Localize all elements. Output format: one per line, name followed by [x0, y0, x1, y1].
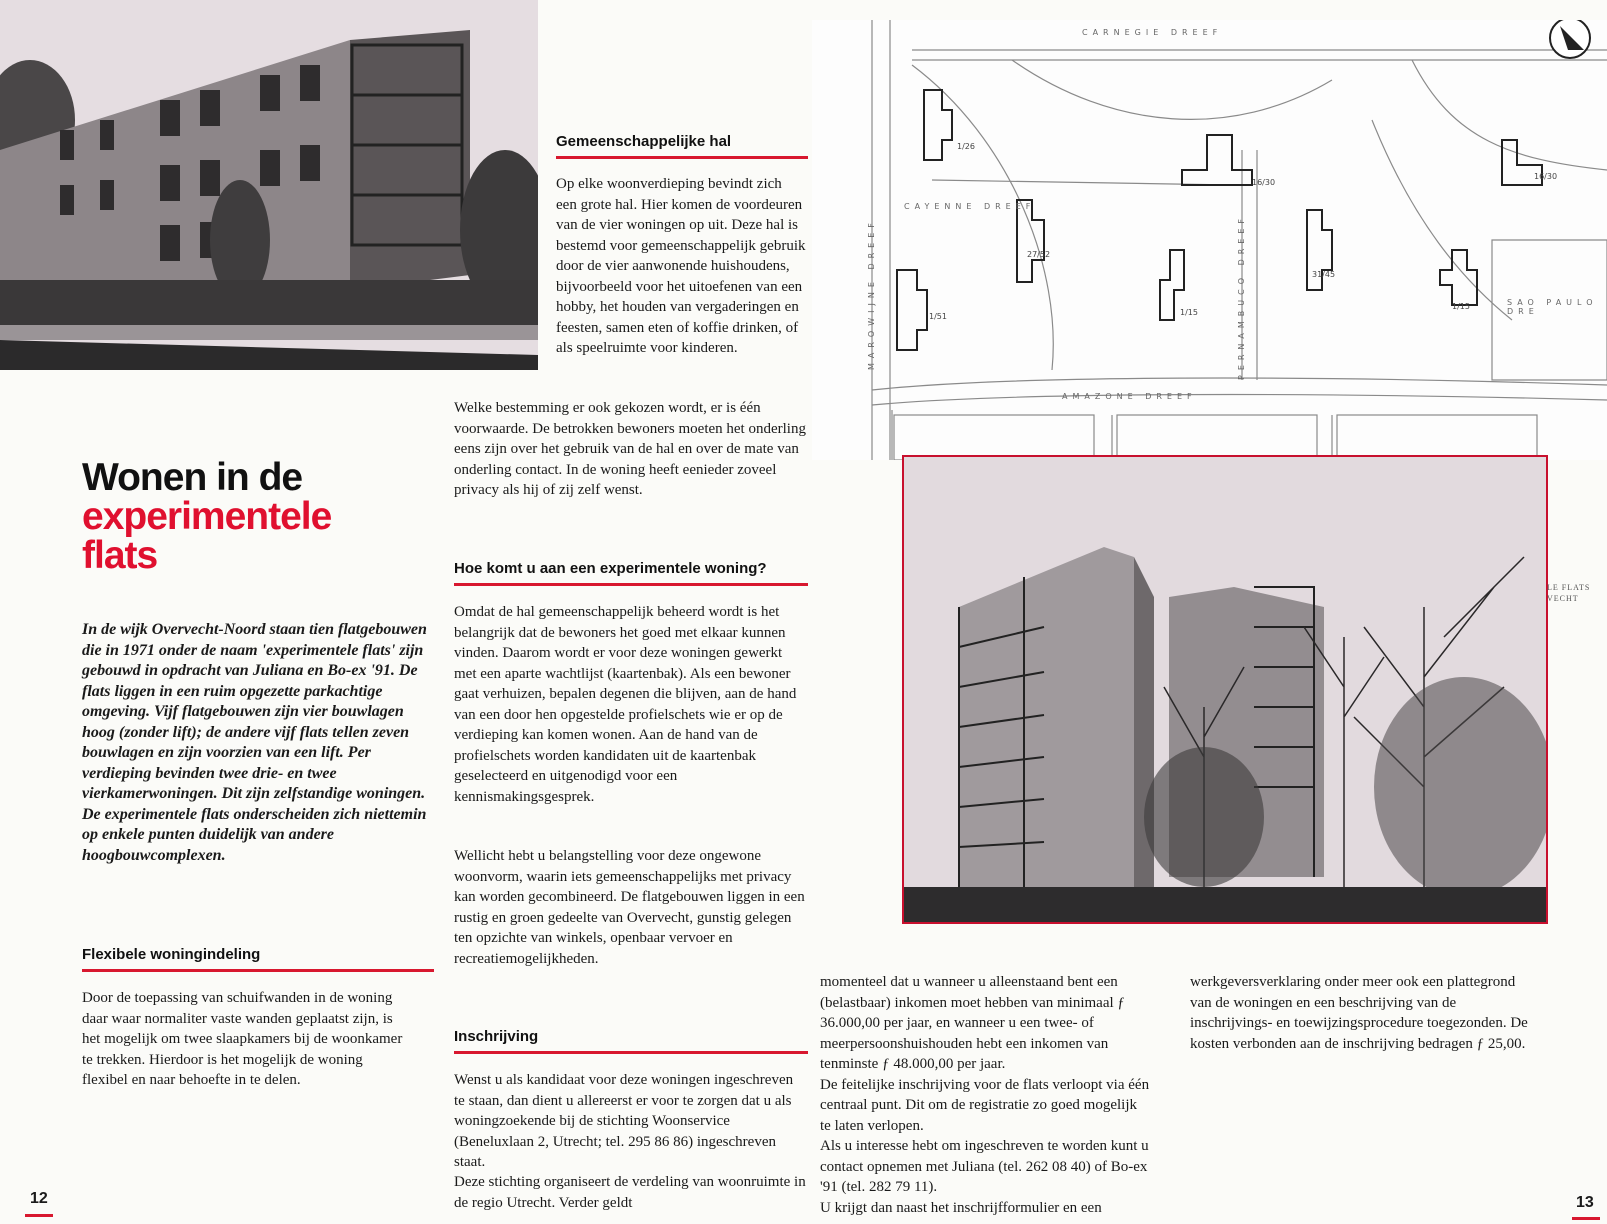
- intro-text: In de wijk Overvecht-Noord staan tien flatgebouwen die in 1971 onder de naam 'experimentele flats' zijn gebouwd in opdracht van Juliana en Bo-ex '91. De flats liggen in een ruim opgezette parkachtige omgeving. Vijf flatgebouwen zijn vier bouwlagen hoog (zonder lift); de andere vijf flats tellen zeven bouwlagen en zijn voorzien van een lift. Per verdieping bevinden twee drie- en twee vierkamerwoningen. Dit zijn zelfstandige woningen. De experimentele flats onderscheiden zich niettemin op enkele punten duidelijk van andere hoogbouwcomplexen.: [82, 621, 427, 864]
- text-inschrijving-1: Wenst u als kandidaat voor deze woningen ingeschreven te staan, dan dient u allereerst er voor te zorgen dat u als woningzoekende bij de stichting Woonservice (Beneluxlaan 2, Utrecht; tel. 295 86 86) ingeschreven staat.: [454, 1072, 794, 1170]
- block-label: 1/15: [1180, 308, 1198, 317]
- title-line-1: Wonen in de: [82, 456, 303, 499]
- heading-hal: Gemeenschappelijke hal: [556, 133, 808, 159]
- block-label: 27/52: [1027, 250, 1051, 259]
- street-marowijne: MAROWIJNE DREEF: [867, 218, 876, 370]
- text-col3-3: Als u interesse hebt om ingeschreven te worden kunt u contact opnemen met Juliana (tel. 262 08 40) of Bo-ex '91 (tel. 282 79 11).: [820, 1138, 1149, 1195]
- title-line-2: experimentele: [82, 495, 332, 538]
- text-col3-4: U krijgt dan naast het inschrijfformulier en een: [820, 1199, 1102, 1216]
- page-title: [82, 458, 442, 575]
- text-flexibel: Door de toepassing van schuifwanden in de woning daar waar normaliter vaste wanden geplaatst zijn, is het mogelijk om twee slaapkamers bij de woonkamer te trekken. Hierdoor is het mogelijk de woning flexibel en naar behoefte in te delen.: [82, 990, 403, 1088]
- street-saopaulo: SAO PAULO DRE: [1507, 298, 1598, 316]
- text-hal-1: Op elke woonverdieping bevindt zich een grote hal. Hier komen de voordeuren van de vier woningen op uit. Deze hal is bestemd voor gemeenschappelijk gebruik door de vier aanwonende huishoudens, bijvoorbeeld voor het uitoefenen van een hobby, het houden van vergaderingen en feesten, samen eten of koffie drinken, of als speelruimte voor kinderen.: [556, 176, 806, 356]
- caption-line: LE FLATS: [1547, 583, 1591, 592]
- text-col4: werkgeversverklaring onder meer ook een plattegrond van de woningen en een beschrijving van de inschrijvings- en toewijzingsprocedure toegezonden. De kosten verbonden aan de inschrijving bedragen ƒ 25,00.: [1190, 974, 1528, 1052]
- text-hoe-2: Wellicht hebt u belangstelling voor deze ongewone woonvorm, waarin iets gemeenschappelijks met privacy kan worden gecombineerd. De flatgebouwen liggen in een rustig en groen gedeelte van Overvecht, gunstig gelegen ten opzichte van winkels, openbaar vervoer en recreatiemogelijkheden.: [454, 848, 805, 967]
- photo-flat-high: [902, 455, 1548, 924]
- column-3: [820, 972, 1150, 1218]
- page-number-right: 13: [1576, 1194, 1594, 1211]
- street-carnegie: CARNEGIE DREEF: [1082, 28, 1223, 37]
- text-col3-1: momenteel dat u wanneer u alleenstaand bent een (belastbaar) inkomen moet hebben van minimaal ƒ 36.000,00 per jaar, en wanneer u een twee- of meerpersoonshuishouden hebt een inkomen van tenminste ƒ 48.000,00 per jaar.: [820, 974, 1125, 1072]
- text-col3-2: De feitelijke inschrijving voor de flats verloopt via één centraal punt. Dit om de registratie zo goed mogelijk te laten verlopen.: [820, 1076, 1150, 1134]
- photo-flat-low: [0, 0, 538, 370]
- text-hoe-1: Omdat de hal gemeenschappelijk beheerd wordt is het belangrijk dat de bewoners het goed met elkaar kunnen vinden. Daarom wordt er voor deze woningen gewerkt met een aparte wachtlijst (kaartenbak). Als een bewoner gaat verhuizen, bepalen degenen die blijven, aan de hand van een door hen opgestelde profielschets wie er op de verdieping kan komen wonen. Aan de hand van de profielschets worden kandidaten uit de kaartenbak geselecteerd en uitgenodigd voor een kennismakingsgesprek.: [454, 604, 797, 805]
- caption-line: VECHT: [1547, 594, 1579, 603]
- street-pernambuco: PERNAMBUCO DREEF: [1237, 214, 1246, 380]
- heading-inschrijving: Inschrijving: [454, 1028, 808, 1054]
- block-label: 16/30: [1534, 172, 1558, 181]
- page-number-rule: [25, 1214, 53, 1217]
- photo-caption: [1547, 582, 1590, 604]
- street-cayenne: CAYENNE DREEF: [904, 202, 1036, 211]
- heading-flexibel: Flexibele woningindeling: [82, 946, 434, 972]
- site-map: [812, 20, 1607, 460]
- block-label: 31/45: [1312, 270, 1336, 279]
- page-number-rule: [1572, 1217, 1600, 1220]
- heading-hoe: Hoe komt u aan een experimentele woning?: [454, 560, 808, 586]
- title-line-3: flats: [82, 534, 158, 577]
- page-number-left: 12: [30, 1190, 48, 1207]
- text-inschrijving-2: Deze stichting organiseert de verdeling van woonruimte in de regio Utrecht. Verder geldt: [454, 1174, 806, 1211]
- block-label: 1/15: [1452, 302, 1470, 311]
- street-amazone: AMAZONE DREEF: [1062, 392, 1197, 401]
- block-label: 1/51: [929, 312, 947, 321]
- text-hal-2: Welke bestemming er ook gekozen wordt, er is één voorwaarde. De betrokken bewoners moeten het onderling eens zijn over het gebruik van de hal en over de mate van onderling contact. In de woning heeft eenieder zoveel privacy als hij of zij zelf wenst.: [454, 400, 806, 498]
- block-label: 1/26: [957, 142, 975, 151]
- block-label: 16/30: [1252, 178, 1276, 187]
